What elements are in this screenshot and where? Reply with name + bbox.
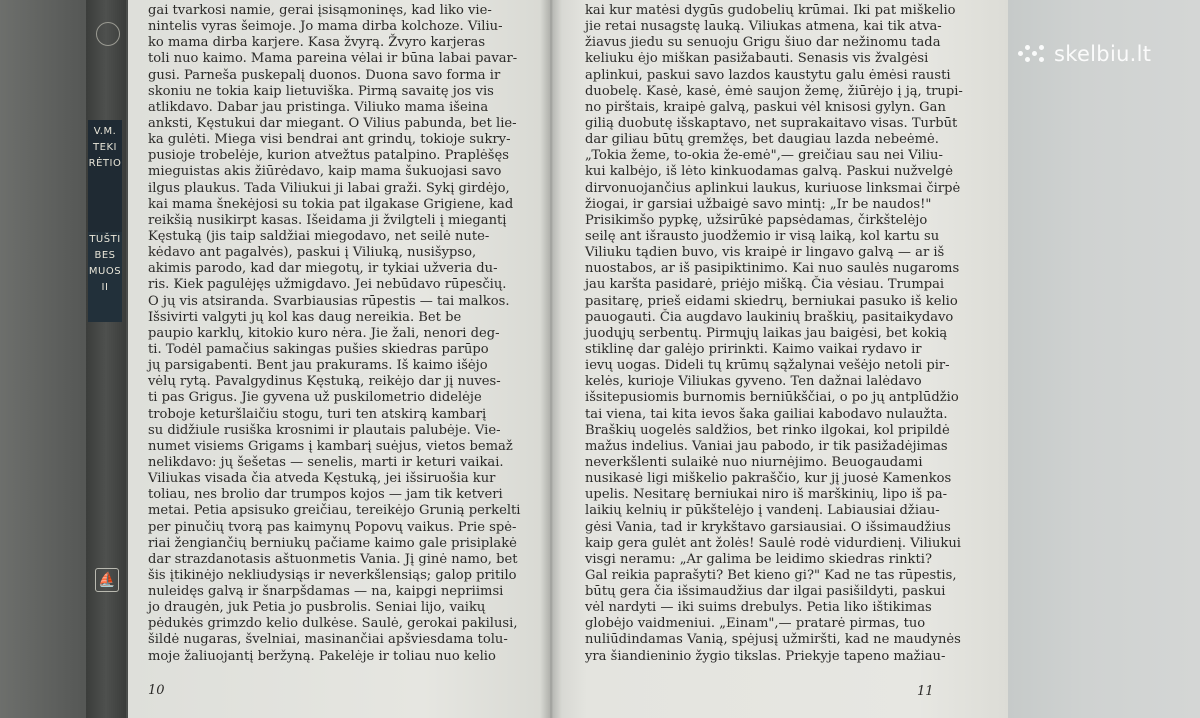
text-line: „Tokia žeme, to-okia že-emė",— greičiau sau nei Viliu-	[585, 148, 943, 164]
text-line: vėl nardyti — iki suims drebulys. Petia liko ištikimas	[585, 600, 932, 616]
right-page-text	[585, 3, 963, 665]
text-line: jau karšta pasidarė, priėjo mišką. Čia vėsiau. Trumpai	[585, 277, 945, 293]
text-line: akimis parodo, kad dar miegotų, ir tykiai užveria du-	[148, 261, 498, 277]
text-line: žiogai, ir garsiai užbaigė savo mintį: „Ir be naudos!"	[585, 196, 932, 212]
text-line: laikių kelnių ir pūkštelėjo į vandenį. Labiausiai džiau-	[585, 503, 940, 519]
text-line: būtų gera čia išsimaudžius dar ilgai pasišildyti, paskui	[585, 584, 946, 600]
text-line: Išsivirti valgyti jų kol kas daug nereikia. Bet be	[148, 309, 462, 325]
text-line: gėsi Vania, tad ir krykštavo garsiausiai. O išsimaudžius	[585, 519, 951, 535]
text-line: išsitepusiomis burnomis berniūkščiai, o po jų antplūdžio	[585, 390, 959, 406]
text-line: ris. Kiek pagulėjęs užmigdavo. Jei nebūdavo rūpesčių.	[148, 277, 507, 293]
text-line: globėjo vaidmeniui. „Einam",— pratarė pirmas, tuo	[585, 616, 926, 632]
text-line: anksti, Kęstukui dar miegant. O Vilius pabunda, bet lie-	[148, 115, 517, 131]
left-page	[128, 0, 550, 718]
text-line: kai mama šnekėjosi su tokia pat ilgakase Grigiene, kad	[148, 196, 514, 212]
text-line: kaip gera gulėt ant žolės! Saulė rodė vidurdienį. Viliukui	[585, 535, 961, 551]
text-line: dar strazdanotasis aštuonmetis Vania. Jį ginė namo, bet	[148, 551, 518, 567]
text-line: neverkšlenti sulaikė nuo niurnėjimo. Beuogaudami	[585, 454, 923, 470]
text-line: žiavus jiedu su senuoju Grigu šiuo dar nežinomu tada	[585, 35, 941, 51]
text-line: pėdukės grimzdo kelio dulkėse. Saulė, gerokai pakilusi,	[148, 616, 518, 632]
publisher-logo-icon: ⛵	[95, 568, 119, 592]
spine-title-label: V.M. TEKI RĖTIO	[88, 120, 122, 264]
text-line: yra šiandieninio žygio tikslas. Priekyje tapeno mažiau-	[585, 648, 946, 664]
text-line: gai tvarkosi namie, gerai įsisąmoninęs, kad liko vie-	[148, 3, 492, 18]
text-line: mieguistas akis žiūrėdavo, kaip mama šukuojasi savo	[148, 164, 502, 180]
text-line: nelikdavo: jų šešetas — senelis, marti ir keturi vaikai.	[148, 454, 504, 470]
text-line: jie retai nusagstę lauką. Viliukas atmena, kai tik atva-	[585, 19, 942, 35]
text-line: nusikasė ligi miškelio pakraščio, kur jį juosė Kamenkos	[585, 471, 952, 487]
text-line: skoniu ne tokia kaip lietuviška. Pirmą savaitę jos vis	[148, 83, 494, 99]
text-line: ievų uogas. Dideli tų krūmų sąžalynai vešėjo netoli pir-	[585, 358, 950, 374]
text-line: tai viena, tai kita ievos šaka gailiai kabodavo nulaužta.	[585, 406, 948, 422]
text-line: seilę ant išrausto juodžemio ir visą laiką, kol kartu su	[585, 228, 940, 244]
text-line: kelės, kurioje Viliukas gyveno. Ten dažnai lalėdavo	[585, 374, 922, 390]
text-line: stiklinę dar galėjo pririnkti. Kaimo vaikai rydavo ir	[585, 341, 922, 357]
text-line: numet visiems Grigams į kambarį suėjus, vietos bemaž	[148, 438, 513, 454]
text-line: aplinkui, paskui savo lazdos kaustytu galu ėmėsi rausti	[585, 67, 951, 83]
left-page-text	[148, 3, 520, 665]
watermark	[1018, 42, 1151, 66]
text-line: nintelis vyras šeimoje. Jo mama dirba kolchoze. Viliu-	[148, 19, 503, 35]
spine-subtitle-label: TUŠTI BES MUOS II	[88, 232, 122, 322]
dots-logo-icon	[1018, 43, 1048, 65]
spine-emblem-icon	[96, 22, 120, 46]
text-line: Viliukas visada čia atveda Kęstuką, jei išsiruošia kur	[148, 471, 496, 487]
left-page-number: 10	[148, 683, 165, 698]
text-line: kui kalbėjo, iš lėto kinkuodamas galvą. Paskui nužvelgė	[585, 164, 954, 180]
text-line: Kęstuką (jis taip saldžiai miegodavo, net seilė nute-	[148, 228, 490, 244]
text-line: toli nuo kaimo. Mama pareina vėlai ir būna labai pavar-	[148, 51, 518, 67]
right-page	[550, 0, 1010, 718]
text-line: duobelę. Kasė, kasė, ėmė saujon žemę, žiūrėjo į ją, trupi-	[585, 83, 963, 99]
text-line: Prisikimšo pypkę, užsirūkė papsėdamas, čirkštelėjo	[585, 212, 928, 228]
text-line: ko mama dirba karjere. Kasa žvyrą. Žvyro karjeras	[148, 35, 486, 51]
text-line: moje žaliuojantį beržyną. Pakelėje ir toliau nuo kelio	[148, 648, 496, 664]
text-line: kai kur matėsi dygūs gudobelių krūmai. Iki pat miškelio	[585, 3, 956, 18]
text-line: ti. Todėl pamačius sakingas pušies skiedras parūpo	[148, 341, 489, 357]
text-line: dar giliau būtų gremžęs, bet daugiau lazda nebeėmė.	[585, 132, 939, 148]
text-line: nuliūdindamas Vanią, spėjusį užmiršti, kad ne maudynės	[585, 632, 961, 648]
right-page-number: 11	[917, 684, 934, 699]
text-line: Braškių uogelės saldžios, bet rinko ilgokai, kol pripildė	[585, 422, 950, 438]
text-line: pusioje trobelėje, kurion atvežtus patalpino. Praplėšęs	[148, 148, 509, 164]
text-line: atlikdavo. Dabar jau pristinga. Viliuko mama išeina	[148, 99, 489, 115]
text-line: no pirštais, kraipė galvą, paskui vėl knisosi gylyn. Gan	[585, 99, 946, 115]
text-line: nuleidęs galvą ir šnarpšdamas — na, kaipgi nepriimsi	[148, 584, 504, 600]
text-line: mažus indelius. Vaniai jau pabodo, ir tik pasižadėjimas	[585, 438, 948, 454]
text-line: toliau, nes brolio dar trumpos kojos — jam tik ketveri	[148, 487, 503, 503]
text-line: reikšią nusikirpt kasas. Išeidama ji žvilgteli į miegantį	[148, 212, 507, 228]
text-line: jų parsigabenti. Bent jau prakurams. Iš kaimo išėjo	[148, 358, 488, 374]
text-line: šildė nugaras, švelniai, masinančiai apšviesdama tolu-	[148, 632, 508, 648]
text-line: upelis. Nesitarę berniukai niro iš marškinių, lipo iš pa-	[585, 487, 948, 503]
text-line: ka gulėti. Miega visi bendrai ant grindų, tokioje sukry-	[148, 132, 511, 148]
text-line: vėlų rytą. Pavalgydinus Kęstuką, reikėjo dar jį nuves-	[148, 374, 501, 390]
text-line: O jų vis atsiranda. Svarbiausias rūpestis — tai malkos.	[148, 293, 510, 309]
text-line: Viliuku tądien buvo, vis kraipė ir lingavo galvą — ar iš	[585, 245, 945, 261]
text-line: jo draugėn, juk Petia jo pusbrolis. Seniai lijo, vaikų	[148, 600, 486, 616]
text-line: šis įtikinėjo nekliudysiąs ir neverkšlensiąs; galop pritilo	[148, 567, 517, 583]
text-line: ilgus plaukus. Tada Viliukui ji labai graži. Sykį girdėjo,	[148, 180, 510, 196]
text-line: metai. Petia apsisuko greičiau, tereikėjo Grunią perkelti	[148, 503, 521, 519]
book-gutter	[540, 0, 562, 718]
text-line: per pinučių tvorą pas kaimynų Popovų vaikus. Prie spė-	[148, 519, 517, 535]
background-surface	[1008, 0, 1200, 718]
text-line: su didžiule rusiška krosnimi ir plautais palubėje. Vie-	[148, 422, 501, 438]
watermark-text: skelbiu.lt	[1054, 42, 1152, 66]
text-line: gusi. Parneša puskepalį duonos. Duona savo forma ir	[148, 67, 501, 83]
text-line: visgi neramu: „Ar galima be leidimo skiedras rinkti?	[585, 551, 932, 567]
text-line: keliuku ėjo miškan pasižabauti. Senasis vis žvalgėsi	[585, 51, 929, 67]
text-line: riai žengiančių berniukų pačiame kaimo gale prisiplakė	[148, 535, 517, 551]
text-line: Gal reikia paprašyti? Bet kieno gi?" Kad ne tas rūpestis,	[585, 567, 957, 583]
book-spine	[86, 0, 126, 718]
text-line: juodųjų serbentų. Pirmųjų laikas jau baigėsi, bet kokią	[585, 325, 948, 341]
text-line: pauogauti. Čia augdavo laukinių braškių, pasitaikydavo	[585, 309, 954, 325]
text-line: kėdavo ant pagalvės), paskui į Viliuką, nusišypso,	[148, 245, 477, 261]
text-line: nuostabos, ar iš pasipiktinimo. Kai nuo saulės nugaroms	[585, 261, 960, 277]
text-line: dirvonuojančius aplinkui laukus, kuriuose linksmai čirpė	[585, 180, 961, 196]
text-line: ti pas Grigus. Jie gyvena už puskilometrio didelėje	[148, 390, 482, 406]
text-line: paupio karklų, kitokio kuro nėra. Jie žali, nenori deg-	[148, 325, 500, 341]
text-line: pasitarę, prieš eidami skiedrų, berniukai pasuko iš kelio	[585, 293, 958, 309]
text-line: troboje keturšlaičiu stogu, turi ten atskirą kambarį	[148, 406, 487, 422]
text-line: gilią duobutę išskaptavo, net suprakaitavo visas. Turbūt	[585, 115, 958, 131]
